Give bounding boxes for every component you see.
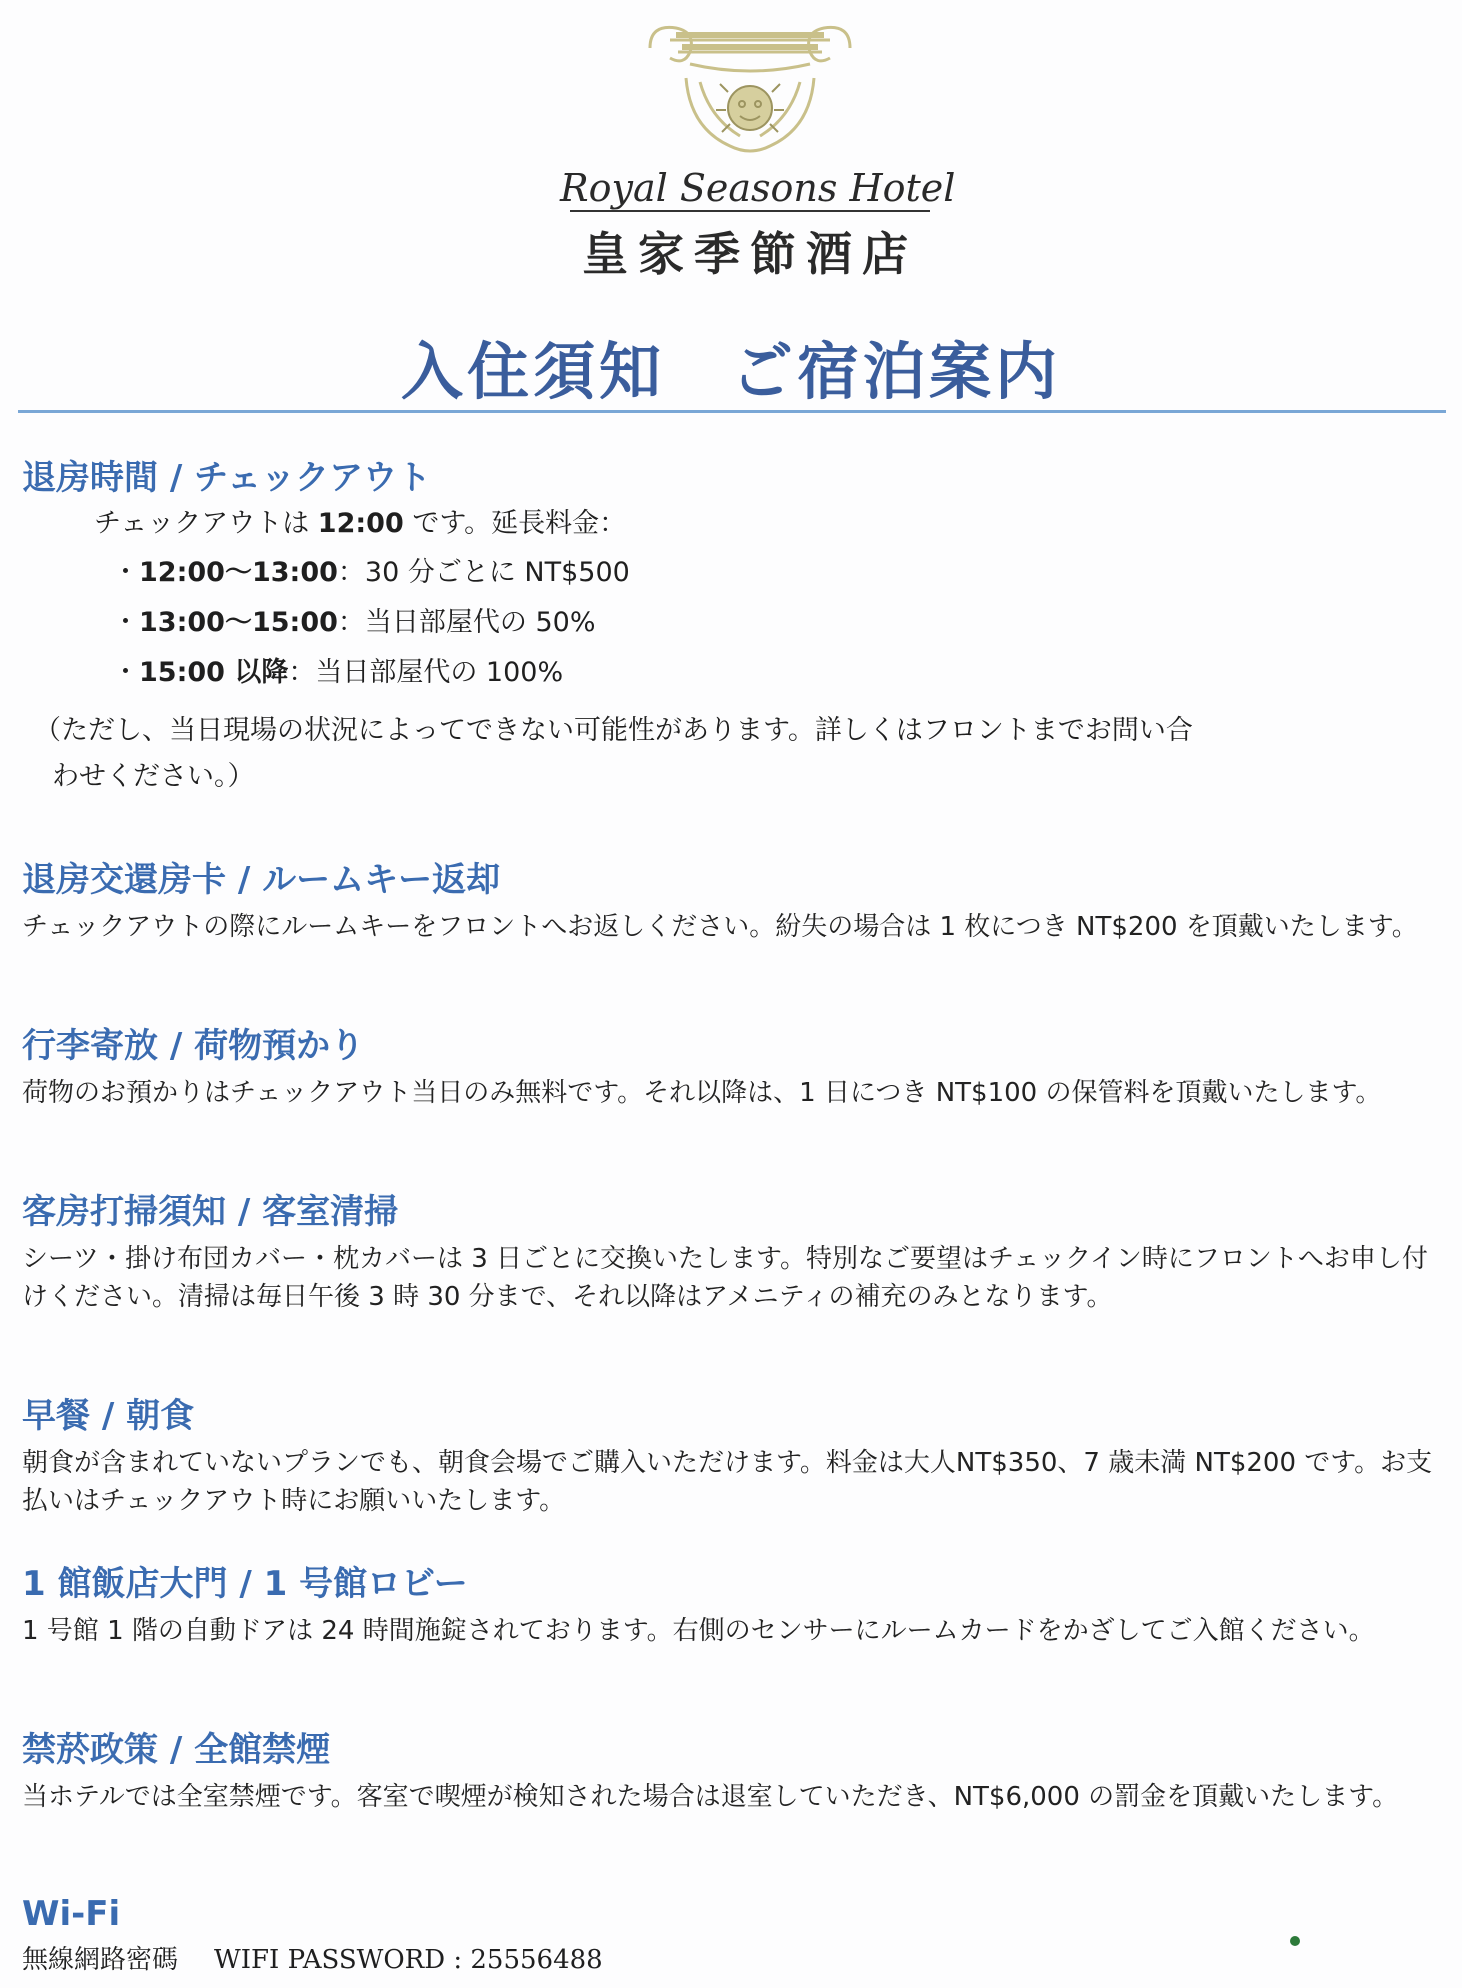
bullet-mark: ・ (112, 607, 139, 638)
bullet-range: 13:00～15:00 (139, 607, 338, 638)
entrance-body: 1 号館 1 階の自動ドアは 24 時間施錠されております。右側のセンサーにルームカードをかざしてご入館ください。 (22, 1616, 1375, 1646)
luggage-heading: 行李寄放 / 荷物預かり (22, 1026, 365, 1066)
checkout-intro-b: です。延長料金： (403, 508, 627, 539)
checkout-intro-a: チェックアウトは (94, 508, 318, 539)
wifi-password: 25556488 (470, 1945, 603, 1975)
entrance-heading: 1 館飯店大門 / 1 号館ロビー (22, 1564, 468, 1604)
checkout-intro (22, 500, 1442, 548)
section-cleaning (22, 1190, 1442, 1316)
checkout-note-line-1: （ただし、当日現場の状況によってできない可能性があります。詳しくはフロントまでお問い合 (34, 715, 1193, 746)
section-smoking (22, 1728, 1442, 1816)
section-entrance (22, 1562, 1442, 1650)
wifi-label-en: WIFI PASSWORD : (214, 1945, 471, 1975)
bullet-text: ：当日部屋代の 50% (337, 607, 596, 638)
bullet-mark: ・ (112, 657, 139, 688)
breakfast-body: 朝食が含まれていないプランでも、朝食会場でご購入いただけます。料金は大人NT$350、7 歳未満 NT$200 です。お支払いはチェックアウト時にお願いいたします。 (22, 1448, 1433, 1516)
breakfast-heading: 早餐 / 朝食 (22, 1396, 195, 1436)
wifi-label-zh: 無線網路密碼 (22, 1945, 179, 1975)
list-item (22, 648, 1442, 698)
hotel-logo (560, 18, 956, 281)
bullet-range: 15:00 以降 (139, 657, 289, 688)
wifi-heading: Wi-Fi (22, 1894, 121, 1934)
smoking-heading: 禁菸政策 / 全館禁煙 (22, 1730, 331, 1770)
checkout-heading: 退房時間 / チェックアウト (22, 458, 432, 498)
title-divider (18, 410, 1446, 413)
section-room-key (22, 858, 1442, 946)
bullet-range: 12:00～13:00 (139, 557, 338, 588)
cleaning-heading: 客房打掃須知 / 客室清掃 (22, 1192, 399, 1232)
room-key-body: チェックアウトの際にルームキーをフロントへお返しください。紛失の場合は 1 枚につき NT$200 を頂戴いたします。 (22, 912, 1418, 942)
section-checkout (22, 456, 1442, 800)
logo-divider (570, 210, 930, 212)
page-title: 入住須知 ご宿泊案内 (400, 335, 1061, 408)
checkout-note-line-2: わせください。） (52, 761, 255, 792)
cleaning-body: シーツ・掛け布団カバー・枕カバーは 3 日ごとに交換いたします。特別なご要望はチェックイン時にフロントへお申し付けください。清掃は毎日午後 3 時 30 分まで、それ以降はアメニティの補充のみとなります。 (22, 1244, 1428, 1312)
section-luggage (22, 1024, 1442, 1112)
bullet-text: ：当日部屋代の 100% (288, 657, 564, 688)
luggage-body: 荷物のお預かりはチェックアウト当日のみ無料です。それ以降は、1 日につき NT$100 の保管料を頂戴いたします。 (22, 1078, 1382, 1108)
wifi-password-line (22, 1940, 1442, 1980)
hotel-name-chinese: 皇家季節酒店 (582, 227, 918, 281)
paper-speck (1290, 1936, 1300, 1946)
list-item (22, 598, 1442, 648)
bullet-mark: ・ (112, 557, 139, 588)
smoking-body: 当ホテルでは全室禁煙です。客室で喫煙が検知された場合は退室していただき、NT$6,000 の罰金を頂戴いたします。 (22, 1782, 1399, 1812)
section-wifi (22, 1892, 1442, 1980)
room-key-heading: 退房交還房卡 / ルームキー返却 (22, 860, 501, 900)
section-breakfast (22, 1394, 1442, 1520)
column-capital-emblem-icon (630, 18, 870, 164)
checkout-intro-time: 12:00 (317, 508, 404, 539)
bullet-text: ：30 分ごとに NT$500 (337, 557, 630, 588)
list-item (22, 548, 1442, 598)
hotel-name-english: Royal Seasons Hotel (560, 166, 956, 210)
